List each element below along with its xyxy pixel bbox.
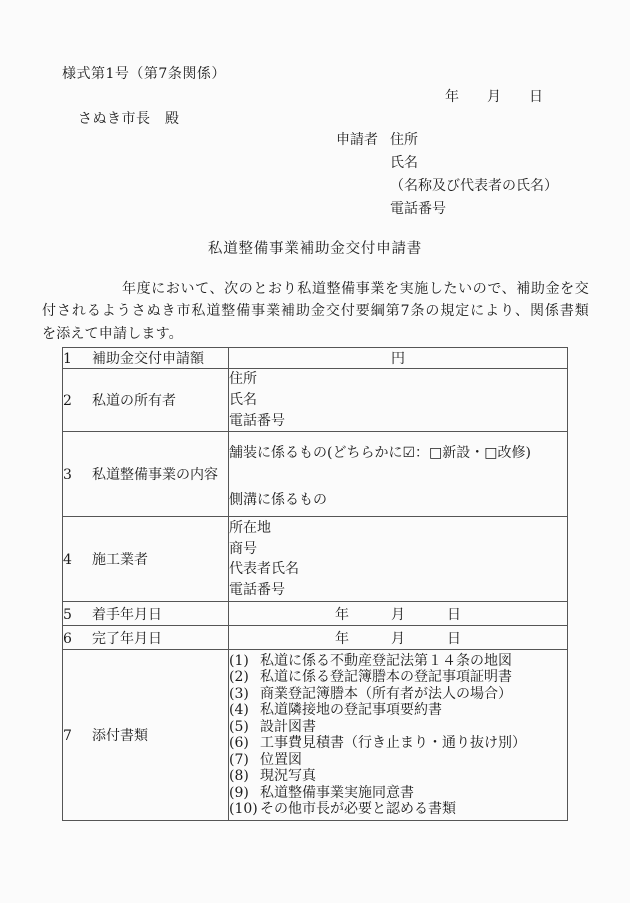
table-row-project-content xyxy=(63,432,568,517)
attachment-text: 位置図 xyxy=(260,751,302,768)
attachment-number: (2) xyxy=(229,669,249,686)
empty-checkbox-icon-renovation: □ xyxy=(484,445,498,462)
row-label: 添付書類 xyxy=(92,728,148,745)
attachment-item xyxy=(229,801,567,818)
paragraph-line: 年度において、次のとおり私道整備事業を実施したいので、補助金を交 xyxy=(122,281,589,297)
attachment-item xyxy=(229,669,567,686)
row-number: 4 xyxy=(63,552,72,569)
attachment-number: (6) xyxy=(229,735,249,752)
attachment-item xyxy=(229,768,567,785)
attachment-text: 私道に係る登記簿謄本の登記事項証明書 xyxy=(260,669,512,686)
attachment-item xyxy=(229,785,567,802)
paving-option-line xyxy=(229,443,567,464)
completion-date-cell: 年 月 日 xyxy=(229,626,568,650)
contractor-tradename-label: 商号 xyxy=(229,540,257,557)
row-number: 6 xyxy=(63,630,72,647)
applicant-name-label: 氏名 xyxy=(390,155,418,171)
addressee: さぬき市長 殿 xyxy=(78,111,180,127)
owner-address-label: 住所 xyxy=(229,371,257,387)
date-line: 年 月 日 xyxy=(445,89,543,105)
attachment-number: (4) xyxy=(229,702,249,719)
table-row-contractor xyxy=(63,517,568,602)
owner-fields-cell xyxy=(229,369,568,432)
gutter-option-line: 側溝に係るもの xyxy=(229,492,327,509)
project-content-cell xyxy=(229,432,568,517)
row-label: 着手年月日 xyxy=(92,606,162,623)
row-header-cell xyxy=(63,432,229,517)
attachment-item xyxy=(229,702,567,719)
row-header-cell xyxy=(63,626,229,650)
row-header-cell xyxy=(63,650,229,821)
attachment-number: (9) xyxy=(229,784,249,801)
attachment-number: (1) xyxy=(229,652,249,669)
application-table xyxy=(62,347,568,821)
attachments-list-cell xyxy=(229,650,568,821)
table-row-completion-date xyxy=(63,626,568,650)
paragraph-line: を添えて申請します。 xyxy=(42,325,183,342)
contractor-representative-label: 代表者氏名 xyxy=(229,561,299,578)
attachment-number: (10) xyxy=(229,801,258,818)
attachment-number: (3) xyxy=(229,685,249,702)
attachment-item xyxy=(229,735,567,752)
document-title: 私道整備事業補助金交付申請書 xyxy=(207,241,423,257)
row-header-cell xyxy=(63,348,229,369)
row-label: 私道の所有者 xyxy=(92,393,176,410)
attachment-text: 私道に係る不動産登記法第１４条の地図 xyxy=(260,652,512,669)
row-label: 施工業者 xyxy=(92,552,148,569)
attachment-text: 設計図書 xyxy=(260,718,316,735)
attachment-item xyxy=(229,653,567,670)
owner-phone-label: 電話番号 xyxy=(229,412,285,429)
paragraph-line: 付されるようさぬき市私道整備事業補助金交付要綱第7条の規定により、関係書類 xyxy=(42,303,589,320)
attachment-number: (5) xyxy=(229,718,249,735)
attachment-text: その他市長が必要と認める書類 xyxy=(260,801,456,818)
row-number: 2 xyxy=(63,393,72,410)
start-date-cell: 年 月 日 xyxy=(229,602,568,626)
row-header-cell xyxy=(63,369,229,432)
attachment-text: 現況写真 xyxy=(260,768,316,785)
attachment-item xyxy=(229,719,567,736)
applicant-block xyxy=(336,129,558,221)
attachment-text: 私道整備事業実施同意書 xyxy=(260,784,414,801)
attachment-text: 商業登記簿謄本（所有者が法人の場合） xyxy=(260,685,512,702)
applicant-address-label: 住所 xyxy=(390,132,418,148)
attachment-text: 工事費見積書（行き止まり・通り抜け別） xyxy=(260,735,526,752)
attachment-item xyxy=(229,752,567,769)
attachment-number: (7) xyxy=(229,751,249,768)
attachment-item xyxy=(229,686,567,703)
contractor-fields-cell xyxy=(229,517,568,602)
row-label: 完了年月日 xyxy=(92,630,162,647)
owner-name-label: 氏名 xyxy=(229,391,257,408)
paving-text: 舗装に係るもの(どちらかに xyxy=(229,445,403,462)
form-number: 様式第1号（第7条関係） xyxy=(62,66,226,82)
empty-checkbox-icon-new: □ xyxy=(429,445,443,462)
row-number: 5 xyxy=(63,606,72,623)
row-number: 3 xyxy=(63,467,72,484)
row-header-cell xyxy=(63,517,229,602)
table-row-attachments xyxy=(63,650,568,821)
option-renovation-label: 改修) xyxy=(497,445,531,462)
applicant-label: 申請者 xyxy=(336,132,378,148)
row-number: 7 xyxy=(63,728,72,745)
contractor-location-label: 所在地 xyxy=(229,519,271,536)
attachment-text: 私道隣接地の登記事項要約書 xyxy=(260,702,442,719)
applicant-lines xyxy=(390,129,558,221)
table-row-road-owner xyxy=(63,369,568,432)
row-header-cell xyxy=(63,602,229,626)
contractor-phone-label: 電話番号 xyxy=(229,582,285,599)
attachment-number: (8) xyxy=(229,768,249,785)
row-label: 補助金交付申請額 xyxy=(92,351,204,367)
checked-checkbox-icon: ☑ xyxy=(402,445,416,462)
applicant-phone-label: 電話番号 xyxy=(390,201,446,217)
option-new-label: 新設・ xyxy=(442,445,485,462)
amount-unit-cell: 円 xyxy=(229,348,568,369)
body-paragraph xyxy=(42,278,589,345)
applicant-org-note: （名称及び代表者の氏名） xyxy=(390,178,558,194)
table-row-subsidy-amount xyxy=(63,348,568,369)
colon-separator: ： xyxy=(415,445,430,462)
row-label: 私道整備事業の内容 xyxy=(92,467,218,484)
row-number: 1 xyxy=(63,351,72,367)
table-row-start-date xyxy=(63,602,568,626)
